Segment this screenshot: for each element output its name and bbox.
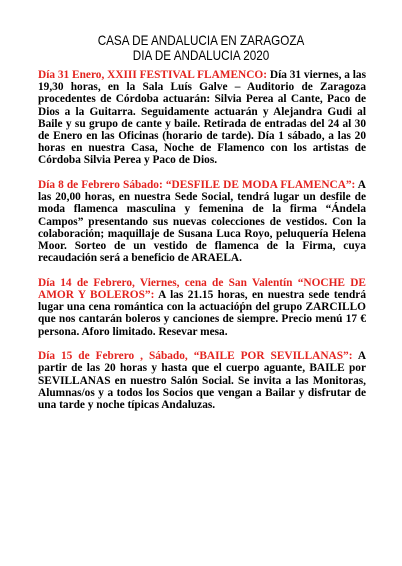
header-subtitle: DIA DE ANDALUCIA 2020	[132, 48, 270, 63]
event-san-valentin	[38, 277, 366, 338]
header-title: CASA DE ANDALUCIA EN ZARAGOZA	[97, 33, 305, 48]
event-heading: Día 8 de Febrero Sábado: “DESFILE DE MODA FLAMENCA”:	[38, 179, 356, 192]
event-festival-flamenco	[38, 69, 366, 167]
document-header	[28, 33, 374, 63]
event-baile-sevillanas	[38, 350, 366, 411]
event-body: A las 21.15 horas, en nuestra sede tendrá lugar una cena romántica con la actuacióṕn del grupo ZARCILLO que nos cantarán boleros y canciones de siempre. Precio menú 17 € persona. Aforo limitado. Resevar mesa.	[38, 289, 366, 338]
event-desfile-moda	[38, 179, 366, 264]
event-body: A las 20,00 horas, en nuestra Sede Social, tendrá lugar un desfile de moda flamenca masculina y femenina de la firma “Ándela Campos” presentando sus nuevas colecciones de vestidos. Con la colaboración; maquillaje de Susana Luca Royo, peluquería Helena Moor. Sorteo de un vestido de flamenca de la Firma, cuya recaudación será a beneficio de ARAELA.	[38, 179, 366, 265]
event-heading: Día 31 Enero, XXIII FESTIVAL FLAMENCO:	[38, 69, 268, 81]
event-body: Día 31 viernes, a las 19,30 horas, en la Sala Luís Galve – Auditorio de Zaragoza procedentes de Córdoba actuarán: Silvia Perea al Cante, Paco de Dios a la Guitarra. Seguidamente actuarán y Alejandra Gudi al Baile y su grupo de cante y baile. Retirada de entradas del 24 al 30 de Enero en las Oficinas (horario de tarde). Día 1 sábado, a las 20 horas en nuestra Casa, Noche de Flamenco con los artistas de Córdoba Silvia Perea y Paco de Dios.	[38, 69, 366, 167]
event-heading: Día 15 de Febrero , Sábado, “BAILE POR SEVILLANAS”:	[38, 350, 353, 363]
event-body: A partir de las 20 horas y hasta que el cuerpo aguante, BAILE por SEVILLANAS en nuestro Salón Social. Se invita a las Monitoras, Alumnas/os y a todos los Socios que vengan a Bailar y disfrutar de una tarde y noche típicas Andaluzas.	[38, 350, 367, 412]
events-list	[38, 69, 366, 424]
event-heading: Día 14 de Febrero, Viernes, cena de San Valentín “NOCHE DE AMOR Y BOLEROS”:	[38, 276, 366, 302]
